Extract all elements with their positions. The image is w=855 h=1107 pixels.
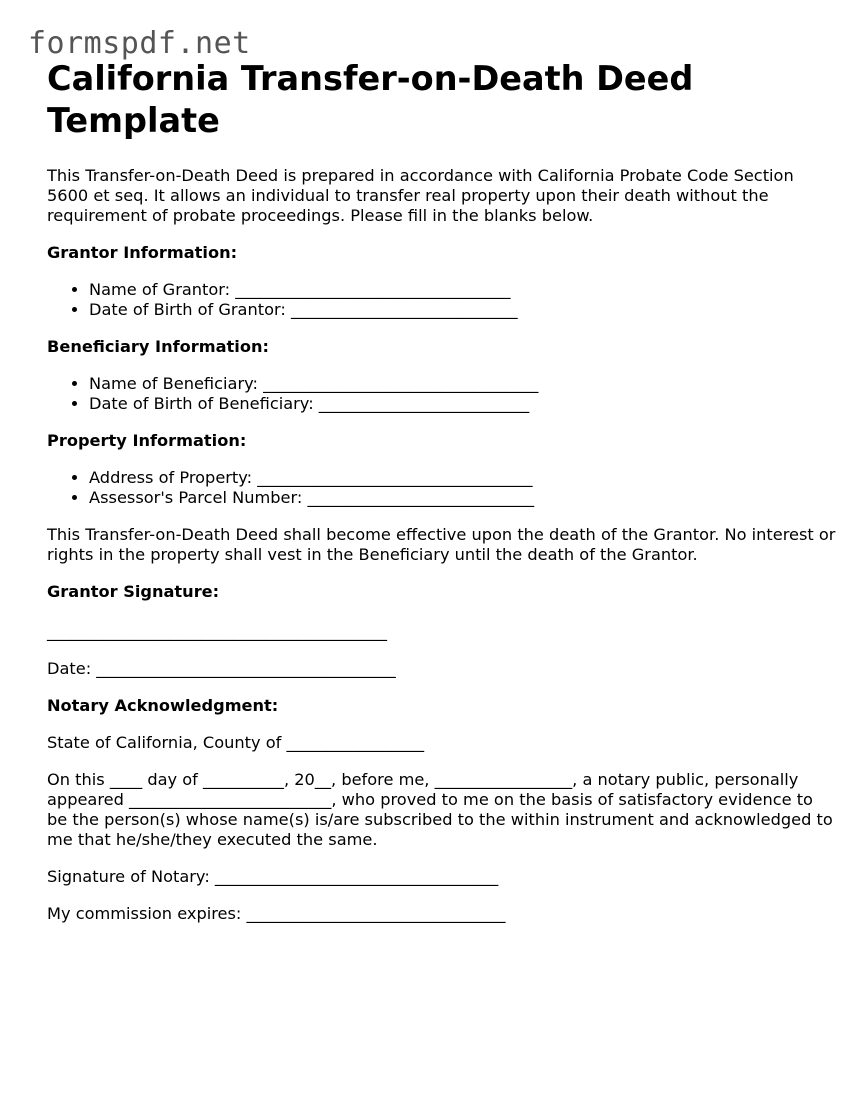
grantor-dob-field[interactable]: • Date of Birth of Grantor: ____________________________ [89, 300, 837, 320]
grantor-name-field[interactable]: • Name of Grantor: __________________________________ [89, 280, 837, 300]
parcel-number-field[interactable]: • Assessor's Parcel Number: ____________________________ [89, 488, 837, 508]
page-title: California Transfer-on-Death Deed Template [47, 59, 694, 140]
property-list [47, 468, 837, 508]
grantor-signature-line[interactable]: __________________________________________ [47, 622, 387, 641]
beneficiary-name-field[interactable]: • Name of Beneficiary: __________________________________ [89, 374, 837, 394]
signature-date-field[interactable]: Date: _____________________________________ [47, 659, 396, 678]
notary-heading: Notary Acknowledgment: [47, 696, 279, 715]
grantor-signature-heading: Grantor Signature: [47, 582, 220, 601]
watermark: formspdf.net [28, 26, 251, 61]
grantor-list [47, 280, 837, 320]
notary-state-county-field[interactable]: State of California, County of _________________ [47, 733, 425, 752]
commission-expires-field[interactable]: My commission expires: ________________________________ [47, 904, 506, 923]
effective-paragraph: This Transfer-on-Death Deed shall become effective upon the death of the Grantor. No interest or rights in the property shall vest in the Beneficiary until the death of the Grantor. [47, 525, 836, 564]
notary-signature-field[interactable]: Signature of Notary: ___________________________________ [47, 867, 499, 886]
beneficiary-heading: Beneficiary Information: [47, 337, 269, 356]
intro-paragraph: This Transfer-on-Death Deed is prepared in accordance with California Probate Code Section 5600 et seq. It allows an individual to transfer real property upon their death without the requirement of probate proceedings. Please fill in the blanks below. [47, 166, 794, 225]
beneficiary-list [47, 374, 837, 414]
beneficiary-dob-field[interactable]: • Date of Birth of Beneficiary: __________________________ [89, 394, 837, 414]
property-address-field[interactable]: • Address of Property: __________________________________ [89, 468, 837, 488]
property-heading: Property Information: [47, 431, 247, 450]
document-page [47, 58, 837, 924]
grantor-heading: Grantor Information: [47, 243, 238, 262]
notary-body-paragraph: On this ____ day of __________, 20__, before me, _________________, a notary public, personally appeared _________________________, who proved to me on the basis of satisfactory evidence to be the person(s) whose name(s) is/are subscribed to the within instrument and acknowledged to me that he/she/they executed the same. [47, 770, 833, 849]
